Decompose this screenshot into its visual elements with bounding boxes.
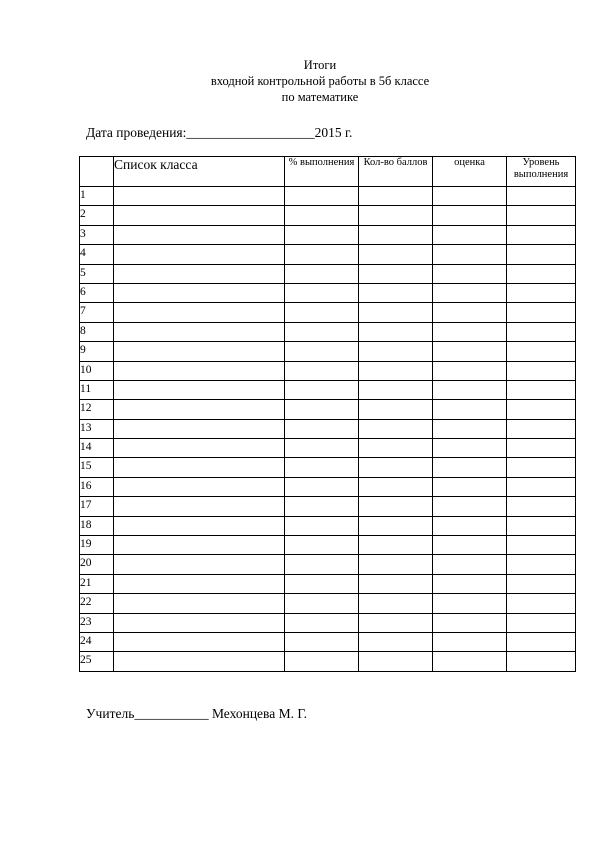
table-row [80,613,576,632]
percent-cell [285,264,359,283]
points-cell [359,536,433,555]
percent-cell [285,439,359,458]
table-row [80,400,576,419]
points-cell [359,497,433,516]
percent-cell [285,594,359,613]
student-name-cell [114,245,285,264]
row-number-cell: 20 [80,555,114,574]
grade-cell [433,342,507,361]
table-row [80,303,576,322]
row-number-cell: 15 [80,458,114,477]
row-number-cell: 21 [80,574,114,593]
level-cell [507,497,576,516]
grade-cell [433,536,507,555]
student-name-cell [114,632,285,651]
level-cell [507,264,576,283]
student-name-cell [114,516,285,535]
percent-cell [285,283,359,302]
row-number-cell: 5 [80,264,114,283]
level-cell [507,380,576,399]
table-row [80,652,576,671]
student-name-cell [114,439,285,458]
level-cell [507,225,576,244]
percent-cell [285,574,359,593]
level-cell [507,458,576,477]
table-row [80,225,576,244]
points-cell [359,652,433,671]
percent-cell [285,458,359,477]
student-name-cell [114,187,285,206]
row-number-cell: 10 [80,361,114,380]
grade-cell [433,245,507,264]
points-cell [359,613,433,632]
percent-cell [285,225,359,244]
table-body [80,187,576,672]
level-cell [507,439,576,458]
header-points: Кол-во баллов [359,157,433,187]
table-row [80,419,576,438]
student-name-cell [114,380,285,399]
student-name-cell [114,652,285,671]
level-cell [507,555,576,574]
row-number-cell: 18 [80,516,114,535]
row-number-cell: 19 [80,536,114,555]
grade-cell [433,555,507,574]
row-number-cell: 11 [80,380,114,399]
grade-cell [433,497,507,516]
points-cell [359,245,433,264]
row-number-cell: 25 [80,652,114,671]
student-name-cell [114,477,285,496]
grade-cell [433,206,507,225]
row-number-cell: 16 [80,477,114,496]
percent-cell [285,555,359,574]
level-cell [507,283,576,302]
level-cell [507,574,576,593]
table-row [80,632,576,651]
points-cell [359,632,433,651]
points-cell [359,477,433,496]
points-cell [359,206,433,225]
table-row [80,574,576,593]
table-row [80,342,576,361]
row-number-cell: 17 [80,497,114,516]
grade-cell [433,322,507,341]
points-cell [359,555,433,574]
level-cell [507,419,576,438]
level-cell [507,536,576,555]
student-name-cell [114,613,285,632]
points-cell [359,380,433,399]
grade-cell [433,477,507,496]
title-line-1: Итоги [303,58,337,72]
student-name-cell [114,322,285,341]
percent-cell [285,206,359,225]
row-number-cell: 4 [80,245,114,264]
title-line-3: по математике [281,90,359,104]
student-name-cell [114,458,285,477]
table-header-row [80,157,576,187]
points-cell [359,439,433,458]
student-name-cell [114,497,285,516]
grade-cell [433,652,507,671]
points-cell [359,361,433,380]
grade-cell [433,264,507,283]
student-name-cell [114,419,285,438]
table-row [80,187,576,206]
points-cell [359,400,433,419]
grade-cell [433,225,507,244]
points-cell [359,187,433,206]
grade-cell [433,400,507,419]
student-name-cell [114,342,285,361]
points-cell [359,594,433,613]
percent-cell [285,187,359,206]
grade-cell [433,439,507,458]
table-row [80,497,576,516]
table-row [80,380,576,399]
percent-cell [285,632,359,651]
percent-cell [285,303,359,322]
table-row [80,322,576,341]
row-number-cell: 23 [80,613,114,632]
grade-cell [433,419,507,438]
grade-cell [433,632,507,651]
grades-table [79,156,576,672]
level-cell [507,245,576,264]
points-cell [359,574,433,593]
level-cell [507,516,576,535]
row-number-cell: 9 [80,342,114,361]
teacher-signature-line: Учитель___________ Мехонцева М. Г. [86,706,308,721]
grade-cell [433,458,507,477]
header-number [80,157,114,187]
percent-cell [285,516,359,535]
grade-cell [433,574,507,593]
header-percent: % выполнения [285,157,359,187]
level-cell [507,342,576,361]
points-cell [359,283,433,302]
level-cell [507,594,576,613]
grade-cell [433,594,507,613]
level-cell [507,361,576,380]
percent-cell [285,322,359,341]
grade-cell [433,283,507,302]
table-row [80,458,576,477]
row-number-cell: 3 [80,225,114,244]
points-cell [359,458,433,477]
row-number-cell: 6 [80,283,114,302]
level-cell [507,187,576,206]
table-row [80,245,576,264]
row-number-cell: 2 [80,206,114,225]
table-row [80,594,576,613]
grade-cell [433,187,507,206]
table-row [80,206,576,225]
student-name-cell [114,555,285,574]
header-level: Уровень выполнения [507,157,576,187]
level-cell [507,322,576,341]
row-number-cell: 22 [80,594,114,613]
table-row [80,361,576,380]
title-line-2: входной контрольной работы в 5б классе [210,74,430,88]
student-name-cell [114,361,285,380]
student-name-cell [114,264,285,283]
table-row [80,477,576,496]
level-cell [507,206,576,225]
percent-cell [285,245,359,264]
table-row [80,516,576,535]
grade-cell [433,361,507,380]
grade-cell [433,516,507,535]
percent-cell [285,380,359,399]
percent-cell [285,477,359,496]
percent-cell [285,342,359,361]
percent-cell [285,613,359,632]
points-cell [359,322,433,341]
row-number-cell: 1 [80,187,114,206]
table-row [80,555,576,574]
date-line: Дата проведения:___________________2015 г. [86,125,353,140]
level-cell [507,303,576,322]
percent-cell [285,419,359,438]
grade-cell [433,613,507,632]
row-number-cell: 12 [80,400,114,419]
row-number-cell: 7 [80,303,114,322]
row-number-cell: 14 [80,439,114,458]
level-cell [507,632,576,651]
student-name-cell [114,594,285,613]
points-cell [359,342,433,361]
table-row [80,283,576,302]
student-name-cell [114,303,285,322]
student-name-cell [114,400,285,419]
header-grade: оценка [433,157,507,187]
points-cell [359,516,433,535]
level-cell [507,477,576,496]
student-name-cell [114,574,285,593]
percent-cell [285,400,359,419]
table-row [80,439,576,458]
document-title [0,57,595,105]
points-cell [359,303,433,322]
percent-cell [285,497,359,516]
percent-cell [285,361,359,380]
table-row [80,536,576,555]
student-name-cell [114,536,285,555]
percent-cell [285,652,359,671]
level-cell [507,652,576,671]
grade-cell [433,380,507,399]
header-class-list: Список класса [114,157,285,187]
grade-cell [433,303,507,322]
row-number-cell: 13 [80,419,114,438]
points-cell [359,419,433,438]
student-name-cell [114,283,285,302]
student-name-cell [114,206,285,225]
points-cell [359,264,433,283]
level-cell [507,613,576,632]
row-number-cell: 24 [80,632,114,651]
student-name-cell [114,225,285,244]
row-number-cell: 8 [80,322,114,341]
points-cell [359,225,433,244]
level-cell [507,400,576,419]
table-row [80,264,576,283]
percent-cell [285,536,359,555]
